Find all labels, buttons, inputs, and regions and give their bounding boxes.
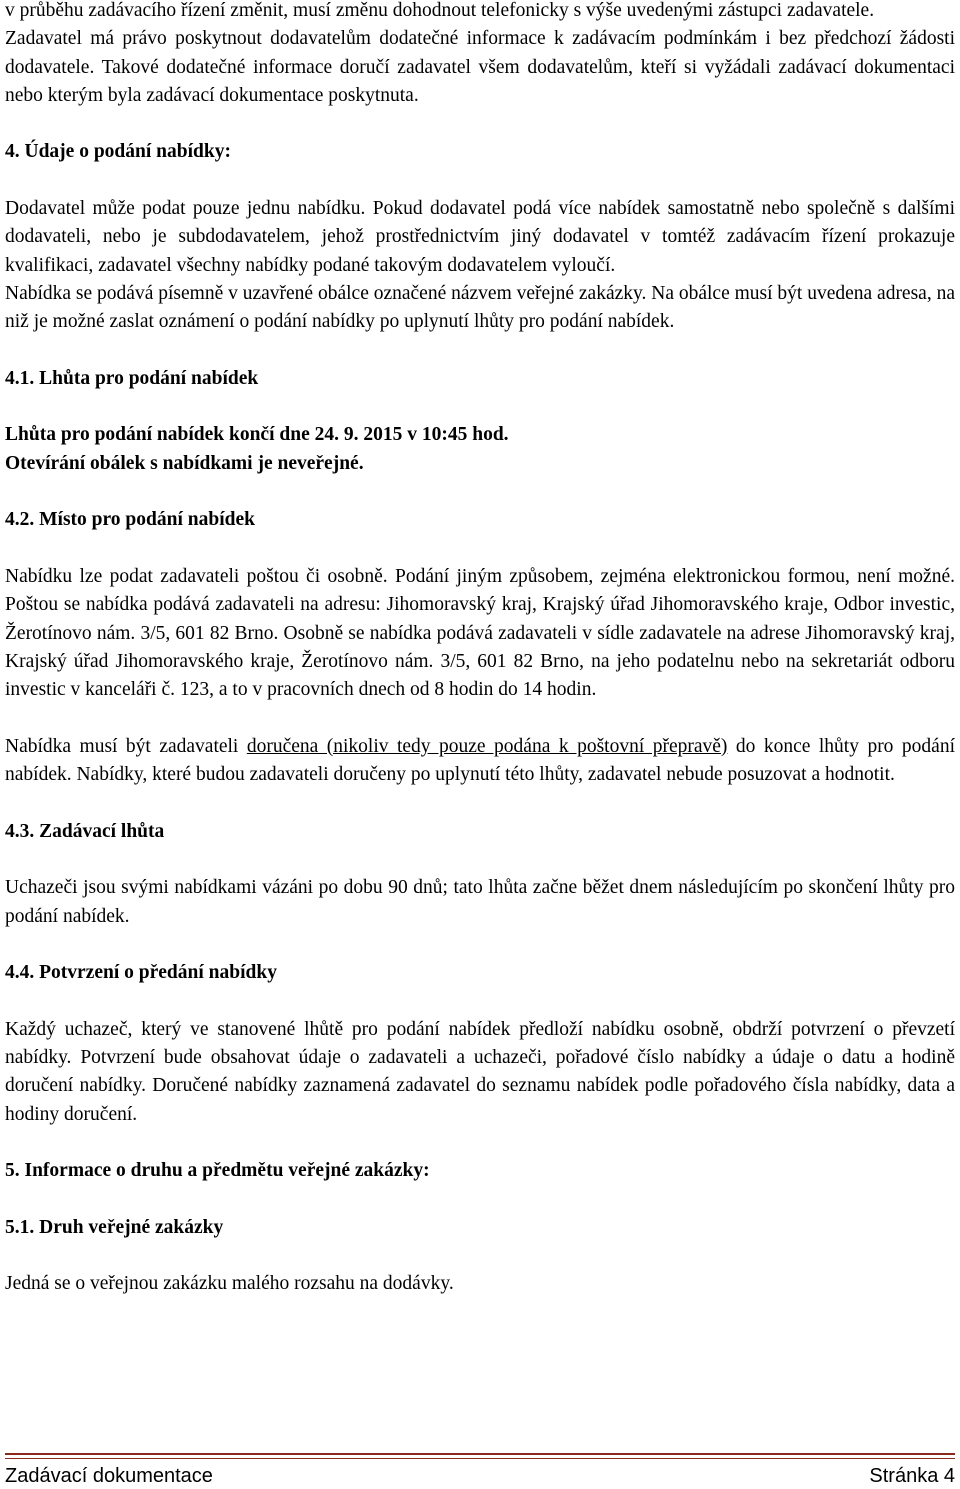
spacer <box>5 1242 955 1270</box>
spacer <box>5 1185 955 1213</box>
section-heading-5: 5. Informace o druhu a předmětu veřejné zakázky: <box>5 1160 430 1182</box>
section-heading-4-4: 4.4. Potvrzení o předání nabídky <box>5 962 277 984</box>
section-heading-4: 4. Údaje o podání nabídky: <box>5 141 231 163</box>
section-heading-4-2: 4.2. Místo pro podání nabídek <box>5 509 255 531</box>
spacer <box>5 393 955 421</box>
spacer <box>5 987 955 1015</box>
delivery-text-end: do konce lhůty pro podání nabídek. Nabídky, které budou zadavateli doručeny po uplynutí této lhůty, zadavatel nebude posuzovat a hodnotit. <box>5 735 955 786</box>
paragraph-receipt-confirmation: Každý uchazeč, který ve stanovené lhůtě pro podání nabídek předloží nabídku osobně, obdrží potvrzení o převzetí nabídky. Potvrzení bude obsahovat údaje o zadavateli a uchazeči, pořadové číslo nabídky a údaje o datu a hodině doručení nabídky. Doručené nabídky zaznamená zadavatel do seznamu nabídek podle pořadového čísla nabídky, data a hodiny doručení. <box>5 1018 955 1125</box>
paragraph-one-offer: Dodavatel může podat pouze jednu nabídku. Pokud dodavatel podá více nabídek samostatně nebo společně s dalšími dodavateli, nebo je subdodavatelem, jehož prostřednictvím jiný dodavatel v tomtéž zadávacím řízení prokazuje kvalifikaci, zadavatel všechny nabídky podané takovým dodavatelem vyloučí. <box>5 198 955 276</box>
paragraph-additional-info: Zadavatel má právo poskytnout dodavatelům dodatečné informace k zadávacím podmínkám i bez předchozí žádosti dodavatele. Takové dodatečné informace doručí zadavatel všem dodavatelům, kteří si vyžádali zadávací dokumentaci nebo kterým byla zadávací dokumentace poskytnuta. <box>5 28 955 106</box>
footer-rule-thin <box>5 1458 955 1459</box>
footer-page-number: Stránka 4 <box>869 1465 955 1487</box>
spacer <box>5 167 955 195</box>
footer-document-title: Zadávací dokumentace <box>5 1465 213 1487</box>
spacer <box>5 846 955 874</box>
spacer <box>5 478 955 506</box>
paragraph-delivery <box>5 733 955 790</box>
spacer <box>5 110 955 138</box>
paragraph-envelope: Nabídka se podává písemně v uzavřené obálce označené názvem veřejné zakázky. Na obálce musí být uvedena adresa, na niž je možné zaslat oznámení o podání nabídky po uplynutí lhůty pro podání nabídek. <box>5 282 955 333</box>
deadline-text: Lhůta pro podání nabídek končí dne 24. 9. 2015 v 10:45 hod. <box>5 424 509 446</box>
page-footer <box>5 1463 955 1489</box>
spacer <box>5 535 955 563</box>
spacer <box>5 789 955 817</box>
footer-rule-thick <box>5 1453 955 1455</box>
spacer <box>5 1129 955 1157</box>
spacer <box>5 704 955 732</box>
section-heading-5-1: 5.1. Druh veřejné zakázky <box>5 1216 224 1238</box>
spacer <box>5 931 955 959</box>
paragraph-continuation: v průběhu zadávacího řízení změnit, musí změnu dohodnout telefonicky s výše uvedenými zástupci zadavatele. <box>5 0 875 21</box>
section-heading-4-1: 4.1. Lhůta pro podání nabídek <box>5 367 259 389</box>
spacer <box>5 337 955 365</box>
paragraph-binding-period: Uchazeči jsou svými nabídkami vázáni po dobu 90 dnů; tato lhůta začne běžet dnem následujícím po skončení lhůty pro podání nabídek. <box>5 877 955 927</box>
delivery-underlined-text: doručena (nikoliv tedy pouze podána k poštovní přepravě) <box>246 735 728 757</box>
section-heading-4-3: 4.3. Zadávací lhůta <box>5 820 165 842</box>
paragraph-contract-type: Jedná se o veřejnou zakázku malého rozsahu na dodávky. <box>5 1273 454 1295</box>
document-page <box>5 0 955 1299</box>
opening-text: Otevírání obálek s nabídkami je neveřejné. <box>5 452 364 474</box>
paragraph-submission-place: Nabídku lze podat zadavateli poštou či osobně. Podání jiným způsobem, zejména elektronickou formou, není možné. Poštou se nabídka podává zadavateli na adresu: Jihomoravský kraj, Krajský úřad Jihomoravského kraje, Odbor investic, Žerotínovo nám. 3/5, 601 82 Brno. Osobně se nabídka podává zadavateli v sídle zadavatele na adrese Jihomoravský kraj, Krajský úřad Jihomoravského kraje, Žerotínovo nám. 3/5, 601 82 Brno, na jeho podatelnu nebo na sekretariát odboru investic v kanceláři č. 123, a to v pracovních dnech od 8 hodin do 14 hodin. <box>5 565 955 701</box>
delivery-text-start: Nabídka musí být zadavateli <box>5 735 247 757</box>
